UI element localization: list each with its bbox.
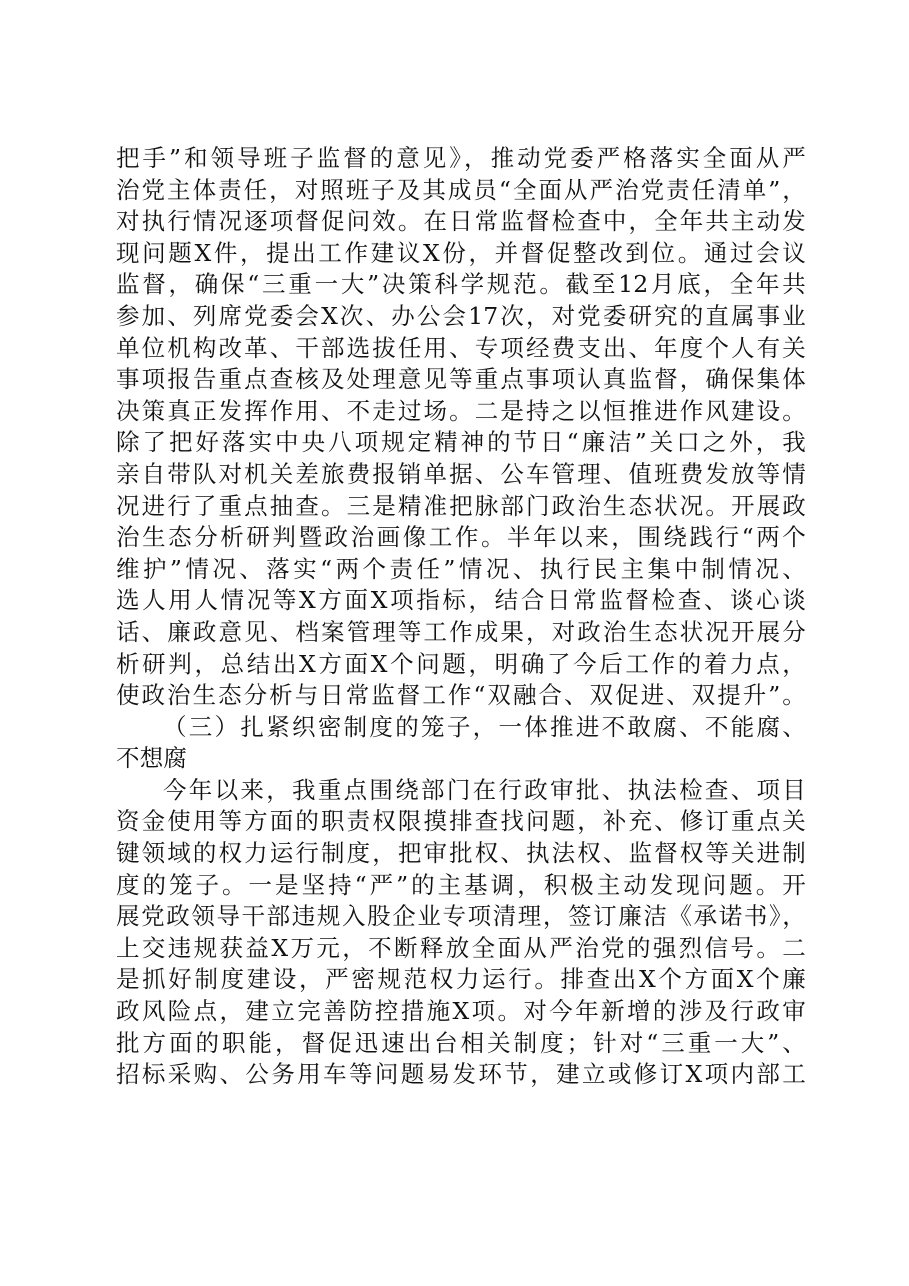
body-text-line: 把手”和领导班子监督的意见》，推动党委严格落实全面从严 xyxy=(116,144,806,172)
body-text-line: 监督，确保“三重一大”决策科学规范。截至12月底，全年共 xyxy=(116,270,806,299)
body-text-line: 是抓好制度建设，严密规范权力运行。排查出X个方面X个廉 xyxy=(116,965,806,994)
body-text-line: 治生态分析研判暨政治画像工作。半年以来，围绕践行“两个 xyxy=(116,523,806,552)
body-text-line: 亲自带队对机关差旅费报销单据、公车管理、值班费发放等情 xyxy=(116,459,806,488)
body-text-line: 现问题X件，提出工作建议X份，并督促整改到位。通过会议 xyxy=(116,238,806,267)
body-text-line: 决策真正发挥作用、不走过场。二是持之以恒推进作风建设。 xyxy=(116,396,806,425)
body-text-line: 况进行了重点抽查。三是精准把脉部门政治生态状况。开展政 xyxy=(116,491,806,520)
body-text-line: 资金使用等方面的职责权限摸排查找问题，补充、修订重点关 xyxy=(116,807,806,836)
body-text-line: 维护”情况、落实“两个责任”情况、执行民主集中制情况、 xyxy=(116,554,806,583)
body-text-line: 单位机构改革、干部选拔任用、专项经费支出、年度个人有关 xyxy=(116,333,806,362)
section-heading-line: （三）扎紧织密制度的笼子，一体推进不敢腐、不能腐、 xyxy=(163,712,806,741)
body-text-line: 展党政领导干部违规入股企业专项清理，签订廉洁《承诺书》， xyxy=(116,902,806,931)
body-text-line: 除了把好落实中央八项规定精神的节日“廉洁”关口之外，我 xyxy=(116,428,806,457)
section-heading-line: 不想腐 xyxy=(116,744,188,773)
body-text-line: 招标采购、公务用车等问题易发环节，建立或修订X项内部工 xyxy=(116,1060,806,1089)
body-text-line: 使政治生态分析与日常监督工作“双融合、双促进、双提升”。 xyxy=(116,681,806,710)
body-text-line: 今年以来，我重点围绕部门在行政审批、执法检查、项目 xyxy=(163,775,806,804)
body-text-line: 选人用人情况等X方面X项指标，结合日常监督检查、谈心谈 xyxy=(116,586,806,615)
body-text-line: 度的笼子。一是坚持“严”的主基调，积极主动发现问题。开 xyxy=(116,870,806,899)
body-text-line: 对执行情况逐项督促问效。在日常监督检查中，全年共主动发 xyxy=(116,207,806,236)
body-text-line: 批方面的职能，督促迅速出台相关制度；针对“三重一大”、 xyxy=(116,1028,806,1057)
body-text-line: 政风险点，建立完善防控措施X项。对今年新增的涉及行政审 xyxy=(116,997,806,1026)
body-text-line: 键领域的权力运行制度，把审批权、执法权、监督权等关进制 xyxy=(116,839,806,868)
body-text-line: 析研判，总结出X方面X个问题，明确了今后工作的着力点， xyxy=(116,649,806,678)
body-text-line: 治党主体责任，对照班子及其成员“全面从严治党责任清单”， xyxy=(116,175,806,204)
document-page xyxy=(116,143,806,1091)
body-text-line: 参加、列席党委会X次、办公会17次，对党委研究的直属事业 xyxy=(116,301,806,330)
body-text-line: 话、廉政意见、档案管理等工作成果，对政治生态状况开展分 xyxy=(116,617,806,646)
body-text-line: 上交违规获益X万元，不断释放全面从严治党的强烈信号。二 xyxy=(116,933,806,962)
body-text-line: 事项报告重点查核及处理意见等重点事项认真监督，确保集体 xyxy=(116,365,806,394)
